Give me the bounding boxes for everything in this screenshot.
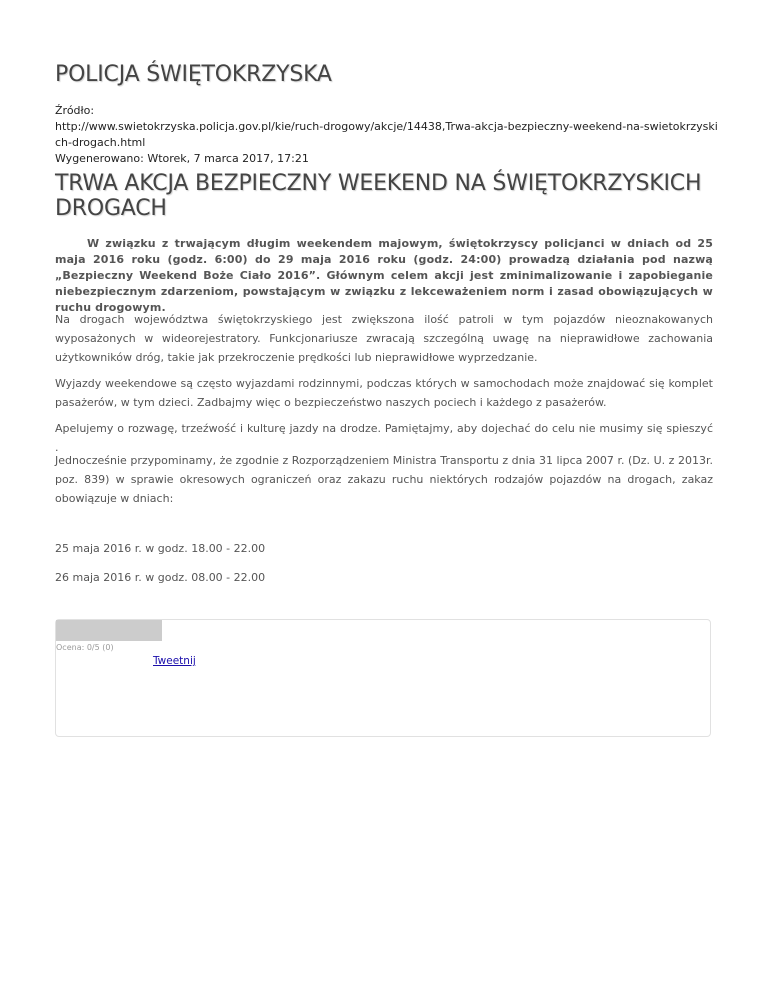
source-url: http://www.swietokrzyska.policja.gov.pl/kie/ruch-drogowy/akcje/14438,Trwa-akcja-bezpieczny-weekend-na-swietokrzyskich-drogach.html xyxy=(55,120,718,149)
article-paragraph: Wyjazdy weekendowe są często wyjazdami rodzinnymi, podczas których w samochodach może znajdować się komplet pasażerów, w tym dzieci. Zadbajmy więc o bezpieczeństwo naszych pociech i każdego z pasażerów. xyxy=(55,377,713,409)
article-title: TRWA AKCJA BEZPIECZNY WEEKEND NA ŚWIĘTOKRZYSKICH DROGACH xyxy=(55,171,702,221)
rating-box xyxy=(55,619,711,737)
article-lead: W związku z trwającym długim weekendem majowym, świętokrzyscy policjanci w dniach od 25 maja 2016 roku (godz. 6:00) do 29 maja 2016 roku (godz. 24:00) prowadzą działania pod nazwą „Bezpieczny Weekend Boże Ciało 2016”. Głównym celem akcji jest zminimalizowanie i zapobieganie niebezpiecznym zdarzeniom, powstającym w związku z lekceważeniem norm i zasad obowiązujących w ruchu drogowym. xyxy=(55,237,713,314)
ban-date: 25 maja 2016 r. w godz. 18.00 - 22.00 xyxy=(55,542,266,555)
generated-date: Wygenerowano: Wtorek, 7 marca 2017, 17:21 xyxy=(55,152,309,165)
site-title: POLICJA ŚWIĘTOKRZYSKA xyxy=(55,62,332,87)
article-paragraph: Jednocześnie przypominamy, że zgodnie z Rozporządzeniem Ministra Transportu z dnia 31 lipca 2007 r. (Dz. U. z 2013r. poz. 839) w sprawie okresowych ograniczeń oraz zakazu ruchu niektórych rodzajów pojazdów na drogach, zakaz obowiązuje w dniach: xyxy=(55,454,713,505)
ban-date: 26 maja 2016 r. w godz. 08.00 - 22.00 xyxy=(55,571,266,584)
article-paragraph: Apelujemy o rozwagę, trzeźwość i kulturę jazdy na drodze. Pamiętajmy, aby dojechać do celu nie musimy się spieszyć . xyxy=(55,422,713,454)
tweet-link[interactable]: Tweetnij xyxy=(153,655,196,667)
source-label: Źródło: xyxy=(55,104,95,117)
rating-label: Ocena: 0/5 (0) xyxy=(56,643,114,652)
rating-stars[interactable] xyxy=(56,620,162,641)
article-paragraph: Na drogach województwa świętokrzyskiego jest zwiększona ilość patroli w tym pojazdów nieoznakowanych wyposażonych w wideorejestratory. Funkcjonariusze zwracają szczególną uwagę na nieprawidłowe zachowania użytkowników dróg, takie jak przekroczenie prędkości lub nieprawidłowe wyprzedzanie. xyxy=(55,313,713,364)
source-meta xyxy=(55,103,720,167)
